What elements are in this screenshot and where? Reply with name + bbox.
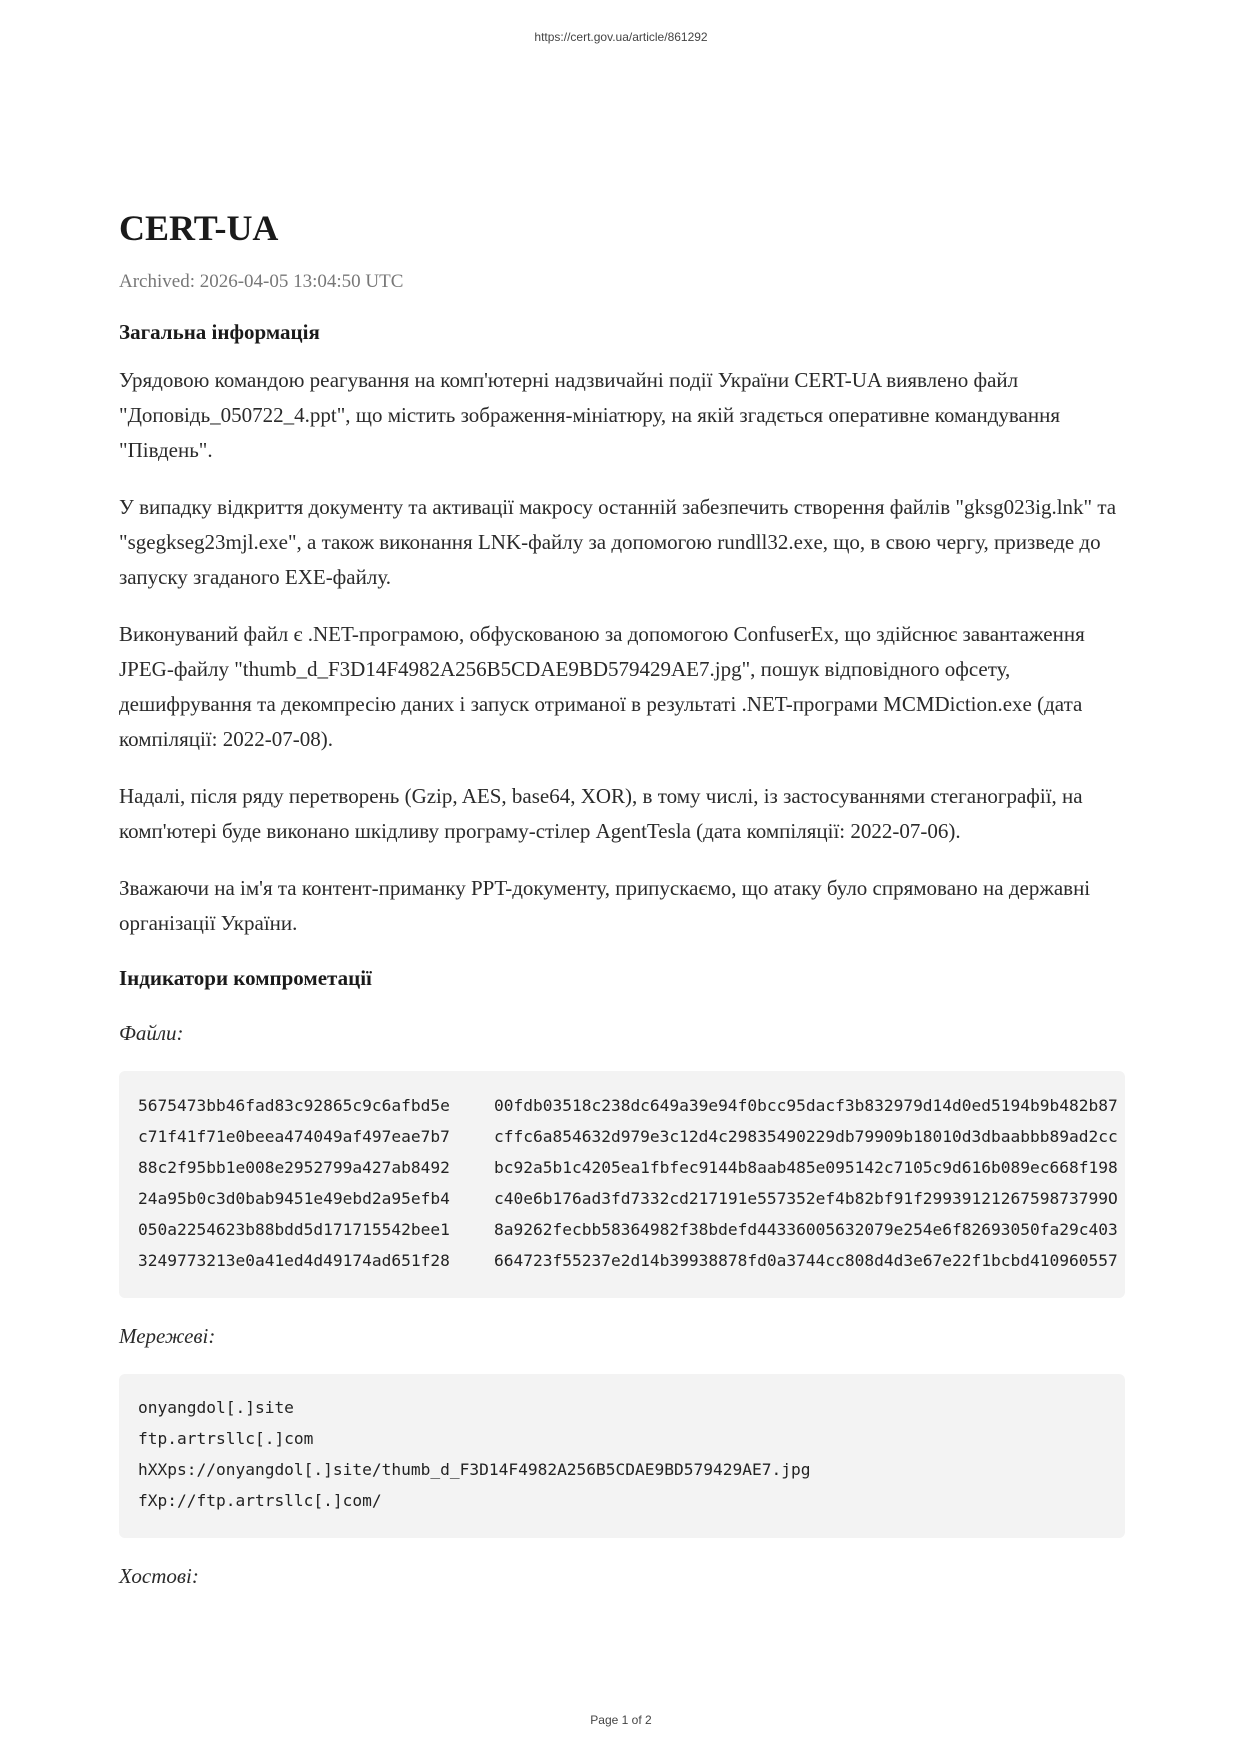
network-indicator: onyangdol[.]site	[138, 1398, 294, 1417]
page-url-header: https://cert.gov.ua/article/861292	[534, 30, 708, 44]
sha256-hash: 664723f55237e2d14b39938878fd0a3744cc808d4d3e67e22f1bcbd410960557	[494, 1251, 1118, 1270]
general-info-heading: Загальна інформація	[119, 320, 320, 344]
network-label: Мережеві:	[119, 1324, 216, 1348]
md5-hash: 050a2254623b88bdd5d171715542bee1	[138, 1220, 450, 1239]
page-title: CERT-UA	[119, 208, 279, 248]
md5-hash: c71f41f71e0beea474049af497eae7b7	[138, 1127, 450, 1146]
archived-timestamp: Archived: 2026-04-05 13:04:50 UTC	[119, 271, 404, 292]
paragraph-1: Урядовою командою реагування на комп'ютерні надзвичайні події України CERT-UA виявлено файл "Доповідь_050722_4.ppt", що містить зображення-мініатюру, на якій згадється оперативне командування "Південь".	[119, 368, 1061, 462]
file-hash-row	[138, 1090, 1125, 1121]
paragraph-3: Виконуваний файл є .NET-програмою, обфускованою за допомогою ConfuserEx, що здійснює завантаження JPEG-файлу "thumb_d_F3D14F4982A256B5CDAE9BD579429AE7.jpg", пошук відповідного офсету, дешифрування та декомпресію даних і запуск отриманої в результаті .NET-програми MCMDiction.exe (дата компіляції: 2022-07-08).	[119, 622, 1085, 751]
sha256-hash: c40e6b176ad3fd7332cd217191e557352ef4b82bf91f2993912126759873799O	[494, 1189, 1118, 1208]
md5-hash: 5675473bb46fad83c92865c9c6afbd5e	[138, 1096, 450, 1115]
file-hash-row	[138, 1214, 1125, 1245]
network-code-block	[119, 1374, 1125, 1538]
network-indicator: hXXps://onyangdol[.]site/thumb_d_F3D14F4982A256B5CDAE9BD579429AE7.jpg	[138, 1460, 811, 1479]
ioc-heading: Індикатори компрометації	[119, 966, 372, 990]
paragraph-4: Надалі, після ряду перетворень (Gzip, AES, base64, XOR), в тому числі, із застосуваннями стеганографії, на комп'ютері буде виконано шкідливу програму-стілер AgentTesla (дата компіляції: 2022-07-06).	[119, 784, 1083, 843]
host-label: Хостові:	[119, 1564, 199, 1588]
network-indicator: ftp.artrsllc[.]com	[138, 1429, 314, 1448]
md5-hash: 24a95b0c3d0bab9451e49ebd2a95efb4	[138, 1189, 450, 1208]
files-code-block	[119, 1071, 1125, 1298]
sha256-hash: 8a9262fecbb58364982f38bdefd44336005632079e254e6f82693050fa29c403	[494, 1220, 1118, 1239]
files-label: Файли:	[119, 1021, 184, 1045]
page-number: Page 1 of 2	[590, 1713, 652, 1727]
file-hash-row	[138, 1245, 1125, 1276]
md5-hash: 88c2f95bb1e008e2952799a427ab8492	[138, 1158, 450, 1177]
md5-hash: 3249773213e0a41ed4d49174ad651f28	[138, 1251, 450, 1270]
file-hash-row	[138, 1121, 1125, 1152]
article-content	[119, 210, 1125, 1587]
paragraph-2: У випадку відкриття документу та активації макросу останній забезпечить створення файлів "gksg023ig.lnk" та "sgegkseg23mjl.exe", а також виконання LNK-файлу за допомогою rundll32.exe, що, в свою чергу, призведе до запуску згаданого EXE-файлу.	[119, 495, 1117, 589]
file-hash-row	[138, 1183, 1125, 1214]
sha256-hash: cffc6a854632d979e3c12d4c29835490229db79909b18010d3dbaabbb89ad2cc	[494, 1127, 1118, 1146]
file-hash-row	[138, 1152, 1125, 1183]
network-indicator: fXp://ftp.artrsllc[.]com/	[138, 1491, 382, 1510]
paragraph-5: Зважаючи на ім'я та контент-приманку PPT-документу, припускаємо, що атаку було спрямовано на державні організації України.	[119, 876, 1091, 935]
sha256-hash: 00fdb03518c238dc649a39e94f0bcc95dacf3b832979d14d0ed5194b9b482b87	[494, 1096, 1118, 1115]
sha256-hash: bc92a5b1c4205ea1fbfec9144b8aab485e095142c7105c9d616b089ec668f198	[494, 1158, 1118, 1177]
